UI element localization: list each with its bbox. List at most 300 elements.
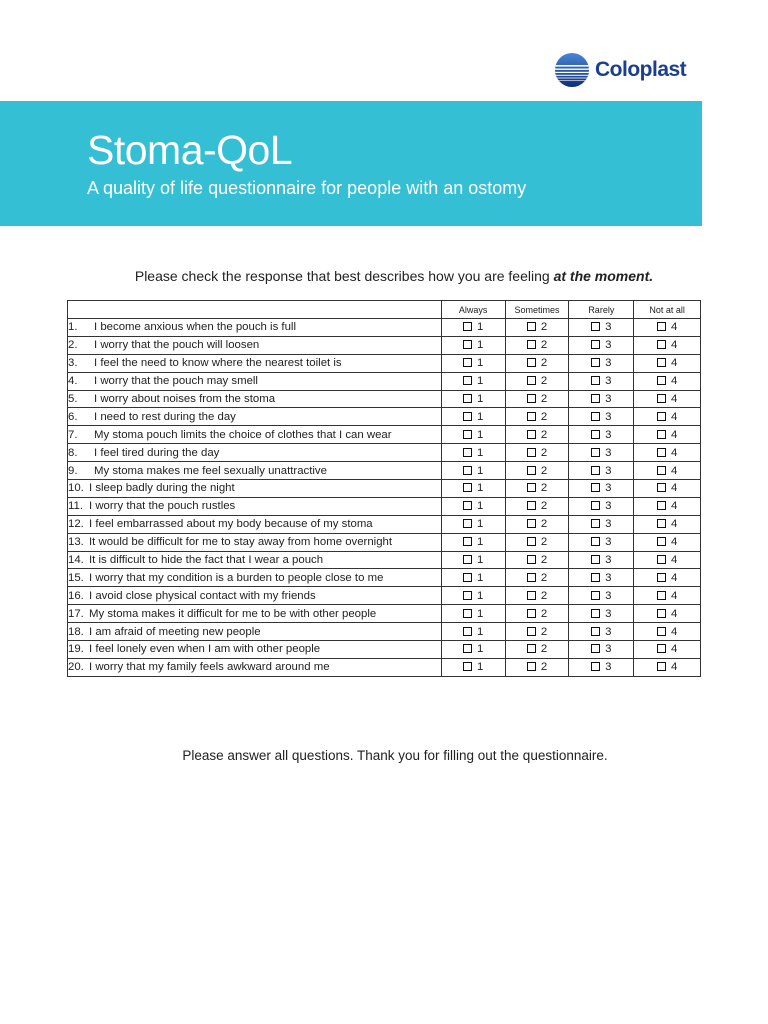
checkbox-icon[interactable] (657, 537, 666, 546)
option-value: 1 (476, 339, 484, 352)
option-cell[interactable] (505, 462, 569, 480)
option-value: 2 (540, 464, 548, 477)
option-value: 2 (540, 607, 548, 620)
question-number: 4. (68, 375, 78, 388)
option-value: 4 (670, 446, 678, 459)
option-cell[interactable] (569, 658, 634, 676)
table-row (68, 319, 701, 337)
option-value: 2 (540, 500, 548, 513)
option-value: 3 (605, 554, 612, 567)
option-cell[interactable] (634, 444, 701, 462)
option-value: 1 (476, 375, 484, 388)
option-value: 3 (605, 536, 612, 549)
option-value: 3 (605, 339, 612, 352)
checkbox-icon[interactable] (463, 519, 472, 528)
question-number: 18. (68, 625, 84, 638)
checkbox-icon[interactable] (591, 662, 600, 671)
checkbox-icon[interactable] (527, 394, 536, 403)
checkbox-icon[interactable] (527, 519, 536, 528)
coloplast-globe-icon (554, 52, 590, 88)
checkbox-icon[interactable] (527, 483, 536, 492)
checkbox-icon[interactable] (591, 519, 600, 528)
option-value: 1 (476, 393, 484, 405)
option-cell[interactable] (634, 623, 701, 641)
checkbox-icon[interactable] (527, 644, 536, 653)
option-cell[interactable] (441, 533, 505, 551)
checkbox-icon[interactable] (591, 537, 600, 546)
option-value: 3 (605, 410, 612, 423)
checkbox-icon[interactable] (463, 627, 472, 636)
option-cell[interactable] (569, 569, 634, 587)
option-value: 2 (540, 339, 548, 352)
option-value: 1 (476, 446, 484, 459)
option-cell[interactable] (634, 480, 701, 498)
question-text: I am afraid of meeting new people (89, 625, 261, 638)
option-cell[interactable] (569, 587, 634, 605)
option-cell[interactable] (569, 354, 634, 372)
checkbox-icon[interactable] (463, 358, 472, 367)
checkbox-icon[interactable] (591, 573, 600, 582)
question-cell (68, 462, 442, 480)
option-cell[interactable] (441, 497, 505, 515)
option-cell[interactable] (441, 426, 505, 444)
option-cell[interactable] (505, 605, 569, 623)
page-title: Stoma-QoL (87, 127, 293, 173)
option-cell[interactable] (569, 480, 634, 498)
option-value: 3 (605, 393, 612, 405)
table-row (68, 569, 701, 587)
footer-note: Please answer all questions. Thank you for filling out the questionnaire. (182, 748, 608, 763)
option-cell[interactable] (441, 462, 505, 480)
option-value: 4 (670, 464, 678, 477)
option-value: 4 (670, 571, 678, 584)
option-cell[interactable] (505, 497, 569, 515)
header-sometimes: Sometimes (505, 301, 569, 319)
checkbox-icon[interactable] (463, 644, 472, 653)
option-cell[interactable] (569, 372, 634, 390)
checkbox-icon[interactable] (657, 322, 666, 331)
checkbox-icon[interactable] (463, 430, 472, 439)
option-value: 4 (670, 589, 678, 602)
option-cell[interactable] (505, 515, 569, 533)
option-value: 2 (540, 482, 548, 495)
checkbox-icon[interactable] (657, 340, 666, 349)
option-value: 1 (476, 518, 484, 531)
table-row (68, 480, 701, 498)
option-cell[interactable] (634, 533, 701, 551)
checkbox-icon[interactable] (657, 394, 666, 403)
option-value: 2 (540, 446, 548, 459)
question-text: It would be difficult for me to stay away from home overnight (89, 536, 393, 549)
question-text: I worry that the pouch rustles (89, 500, 236, 513)
table-row (68, 658, 701, 676)
question-text: I sleep badly during the night (89, 482, 235, 495)
option-value: 1 (476, 607, 484, 620)
option-value: 4 (670, 393, 678, 405)
question-text: I worry that my condition is a burden to people close to me (89, 571, 384, 584)
question-text: I avoid close physical contact with my friends (89, 589, 316, 602)
option-cell[interactable] (441, 372, 505, 390)
checkbox-icon[interactable] (527, 555, 536, 564)
checkbox-icon[interactable] (527, 662, 536, 671)
checkbox-icon[interactable] (657, 430, 666, 439)
checkbox-icon[interactable] (527, 322, 536, 331)
option-value: 1 (476, 464, 484, 477)
option-cell[interactable] (634, 658, 701, 676)
option-cell[interactable] (634, 462, 701, 480)
table-row (68, 605, 701, 623)
option-cell[interactable] (505, 408, 569, 426)
option-cell[interactable] (505, 444, 569, 462)
checkbox-icon[interactable] (657, 573, 666, 582)
question-number: 6. (68, 410, 78, 423)
checkbox-icon[interactable] (527, 376, 536, 385)
question-cell (68, 354, 442, 372)
question-cell (68, 480, 442, 498)
checkbox-icon[interactable] (657, 555, 666, 564)
option-cell[interactable] (441, 444, 505, 462)
option-cell[interactable] (569, 408, 634, 426)
checkbox-icon[interactable] (657, 519, 666, 528)
option-cell[interactable] (441, 319, 505, 337)
coloplast-logo (554, 50, 704, 90)
option-cell[interactable] (569, 605, 634, 623)
question-cell (68, 444, 442, 462)
checkbox-icon[interactable] (591, 591, 600, 600)
option-value: 4 (670, 321, 678, 334)
table-row (68, 533, 701, 551)
option-cell[interactable] (441, 658, 505, 676)
table-row (68, 354, 701, 372)
checkbox-icon[interactable] (463, 573, 472, 582)
checkbox-icon[interactable] (463, 501, 472, 510)
question-number: 9. (68, 464, 78, 477)
checkbox-icon[interactable] (591, 466, 600, 475)
question-number: 1. (68, 321, 78, 334)
option-value: 2 (540, 321, 548, 334)
option-cell[interactable] (505, 372, 569, 390)
checkbox-icon[interactable] (527, 609, 536, 618)
checkbox-icon[interactable] (527, 466, 536, 475)
checkbox-icon[interactable] (657, 483, 666, 492)
checkbox-icon[interactable] (591, 322, 600, 331)
option-cell[interactable] (505, 641, 569, 659)
question-cell (68, 569, 442, 587)
question-number: 11. (68, 500, 83, 513)
checkbox-icon[interactable] (527, 412, 536, 421)
option-cell[interactable] (634, 354, 701, 372)
checkbox-icon[interactable] (463, 609, 472, 618)
option-value: 2 (540, 625, 548, 638)
checkbox-icon[interactable] (463, 537, 472, 546)
question-text: I become anxious when the pouch is full (94, 321, 296, 334)
instruction-main: Please check the response that best describes how you are feeling (134, 268, 554, 284)
option-value: 3 (605, 607, 612, 620)
checkbox-icon[interactable] (527, 537, 536, 546)
checkbox-icon[interactable] (463, 555, 472, 564)
option-value: 4 (670, 554, 678, 567)
checkbox-icon[interactable] (527, 627, 536, 636)
checkbox-icon[interactable] (657, 662, 666, 671)
question-cell (68, 497, 442, 515)
header-always: Always (441, 301, 505, 319)
option-cell[interactable] (505, 426, 569, 444)
instruction-text (0, 268, 768, 284)
option-value: 3 (605, 661, 612, 674)
question-text: I feel the need to know where the nearest toilet is (94, 357, 342, 370)
table-row (68, 515, 701, 533)
header-rarely: Rarely (569, 301, 634, 319)
option-cell[interactable] (634, 408, 701, 426)
option-cell[interactable] (441, 551, 505, 569)
option-cell[interactable] (505, 390, 569, 408)
option-value: 3 (605, 589, 612, 602)
question-cell (68, 605, 442, 623)
option-cell[interactable] (441, 587, 505, 605)
option-cell[interactable] (441, 623, 505, 641)
option-cell[interactable] (441, 408, 505, 426)
option-cell[interactable] (505, 336, 569, 354)
question-number: 17. (68, 607, 84, 620)
option-cell[interactable] (441, 354, 505, 372)
option-cell[interactable] (634, 426, 701, 444)
checkbox-icon[interactable] (463, 340, 472, 349)
option-cell[interactable] (569, 319, 634, 337)
option-value: 3 (605, 375, 612, 388)
checkbox-icon[interactable] (657, 501, 666, 510)
question-cell (68, 587, 442, 605)
checkbox-icon[interactable] (463, 483, 472, 492)
question-number: 8. (68, 446, 78, 459)
option-value: 4 (670, 482, 678, 495)
checkbox-icon[interactable] (657, 609, 666, 618)
option-cell[interactable] (441, 390, 505, 408)
checkbox-icon[interactable] (591, 412, 600, 421)
question-cell (68, 533, 442, 551)
question-text: It is difficult to hide the fact that I wear a pouch (89, 554, 324, 567)
option-cell[interactable] (569, 641, 634, 659)
option-cell[interactable] (505, 658, 569, 676)
table-row (68, 336, 701, 354)
option-cell[interactable] (569, 444, 634, 462)
question-cell (68, 336, 442, 354)
checkbox-icon[interactable] (591, 609, 600, 618)
checkbox-icon[interactable] (527, 448, 536, 457)
question-cell (68, 390, 442, 408)
header-blank (68, 301, 442, 319)
checkbox-icon[interactable] (463, 591, 472, 600)
checkbox-icon[interactable] (657, 448, 666, 457)
table-header-row (68, 301, 701, 319)
question-number: 3. (68, 357, 78, 370)
option-cell[interactable] (569, 551, 634, 569)
option-value: 2 (540, 375, 548, 388)
option-value: 3 (605, 625, 612, 638)
question-cell (68, 623, 442, 641)
option-cell[interactable] (569, 533, 634, 551)
checkbox-icon[interactable] (657, 644, 666, 653)
option-value: 3 (605, 446, 612, 459)
option-value: 2 (540, 661, 548, 674)
option-cell[interactable] (634, 515, 701, 533)
question-text: I feel tired during the day (94, 446, 220, 459)
question-text: I need to rest during the day (94, 410, 236, 423)
option-value: 4 (670, 643, 678, 656)
checkbox-icon[interactable] (657, 627, 666, 636)
checkbox-icon[interactable] (591, 555, 600, 564)
checkbox-icon[interactable] (527, 358, 536, 367)
option-value: 2 (540, 393, 548, 405)
checkbox-icon[interactable] (657, 466, 666, 475)
option-value: 2 (540, 410, 548, 423)
question-number: 14. (68, 554, 84, 567)
option-value: 2 (540, 536, 548, 549)
question-number: 2. (68, 339, 78, 352)
question-text: My stoma makes it difficult for me to be with other people (89, 607, 377, 620)
checkbox-icon[interactable] (463, 394, 472, 403)
option-value: 4 (670, 607, 678, 620)
option-value: 2 (540, 518, 548, 531)
option-cell[interactable] (569, 497, 634, 515)
question-cell (68, 658, 442, 676)
option-cell[interactable] (441, 480, 505, 498)
checkbox-icon[interactable] (463, 466, 472, 475)
checkbox-icon[interactable] (527, 573, 536, 582)
option-value: 1 (476, 589, 484, 602)
checkbox-icon[interactable] (591, 448, 600, 457)
checkbox-icon[interactable] (463, 662, 472, 671)
option-value: 3 (605, 357, 612, 370)
question-number: 15. (68, 571, 84, 584)
option-value: 1 (476, 500, 484, 513)
question-text: I feel embarrassed about my body because of my stoma (89, 518, 373, 531)
checkbox-icon[interactable] (591, 483, 600, 492)
option-cell[interactable] (441, 641, 505, 659)
checkbox-icon[interactable] (527, 501, 536, 510)
option-value: 3 (605, 321, 612, 334)
option-cell[interactable] (441, 605, 505, 623)
option-value: 3 (605, 428, 612, 441)
option-cell[interactable] (505, 569, 569, 587)
option-cell[interactable] (505, 354, 569, 372)
option-value: 2 (540, 554, 548, 567)
option-cell[interactable] (505, 480, 569, 498)
option-cell[interactable] (441, 569, 505, 587)
question-number: 12. (68, 518, 84, 531)
table-row (68, 587, 701, 605)
option-cell[interactable] (505, 319, 569, 337)
option-cell[interactable] (505, 533, 569, 551)
option-value: 4 (670, 357, 678, 370)
checkbox-icon[interactable] (591, 501, 600, 510)
question-number: 10. (68, 482, 84, 495)
option-cell[interactable] (634, 551, 701, 569)
option-value: 4 (670, 661, 678, 674)
question-number: 7. (68, 428, 78, 441)
option-cell[interactable] (569, 336, 634, 354)
question-number: 20. (68, 661, 84, 674)
question-text: I worry that the pouch may smell (94, 375, 258, 388)
option-cell[interactable] (569, 462, 634, 480)
checkbox-icon[interactable] (591, 430, 600, 439)
logo-wordmark: Coloplast (595, 58, 687, 81)
checkbox-icon[interactable] (463, 448, 472, 457)
checkbox-icon[interactable] (591, 644, 600, 653)
checkbox-icon[interactable] (591, 340, 600, 349)
checkbox-icon[interactable] (591, 394, 600, 403)
checkbox-icon[interactable] (657, 591, 666, 600)
checkbox-icon[interactable] (657, 412, 666, 421)
option-value: 1 (476, 643, 484, 656)
table-row (68, 390, 701, 408)
table-row (68, 444, 701, 462)
option-value: 1 (476, 428, 484, 441)
checkbox-icon[interactable] (657, 358, 666, 367)
option-cell[interactable] (634, 605, 701, 623)
question-text: My stoma makes me feel sexually unattractive (94, 464, 327, 477)
option-value: 4 (670, 375, 678, 388)
option-cell[interactable] (505, 623, 569, 641)
option-value: 3 (605, 643, 612, 656)
option-cell[interactable] (634, 497, 701, 515)
option-value: 3 (605, 518, 612, 531)
option-cell[interactable] (441, 515, 505, 533)
option-cell[interactable] (634, 336, 701, 354)
option-value: 3 (605, 482, 612, 495)
option-cell[interactable] (505, 551, 569, 569)
option-cell[interactable] (634, 390, 701, 408)
question-text: I worry about noises from the stoma (94, 393, 276, 405)
option-value: 4 (670, 625, 678, 638)
option-value: 3 (605, 500, 612, 513)
option-cell[interactable] (569, 426, 634, 444)
option-cell[interactable] (569, 515, 634, 533)
checkbox-icon[interactable] (657, 376, 666, 385)
question-number: 16. (68, 589, 84, 602)
option-value: 3 (605, 571, 612, 584)
option-cell[interactable] (634, 319, 701, 337)
table-row (68, 497, 701, 515)
checkbox-icon[interactable] (527, 430, 536, 439)
checkbox-icon[interactable] (527, 340, 536, 349)
question-cell (68, 426, 442, 444)
option-cell[interactable] (634, 372, 701, 390)
checkbox-icon[interactable] (591, 627, 600, 636)
instruction-emphasis: at the moment. (553, 268, 654, 284)
option-cell[interactable] (569, 623, 634, 641)
checkbox-icon[interactable] (527, 591, 536, 600)
checkbox-icon[interactable] (463, 412, 472, 421)
option-cell[interactable] (441, 336, 505, 354)
option-value: 4 (670, 536, 678, 549)
option-cell[interactable] (634, 587, 701, 605)
checkbox-icon[interactable] (463, 376, 472, 385)
option-cell[interactable] (634, 641, 701, 659)
option-value: 2 (540, 589, 548, 602)
questionnaire-table (67, 300, 701, 677)
checkbox-icon[interactable] (463, 322, 472, 331)
table-row (68, 426, 701, 444)
option-cell[interactable] (634, 569, 701, 587)
option-value: 1 (476, 661, 484, 674)
question-text: I feel lonely even when I am with other people (89, 643, 321, 656)
option-cell[interactable] (505, 587, 569, 605)
option-cell[interactable] (569, 390, 634, 408)
checkbox-icon[interactable] (591, 358, 600, 367)
checkbox-icon[interactable] (591, 376, 600, 385)
option-value: 2 (540, 643, 548, 656)
option-value: 4 (670, 428, 678, 441)
